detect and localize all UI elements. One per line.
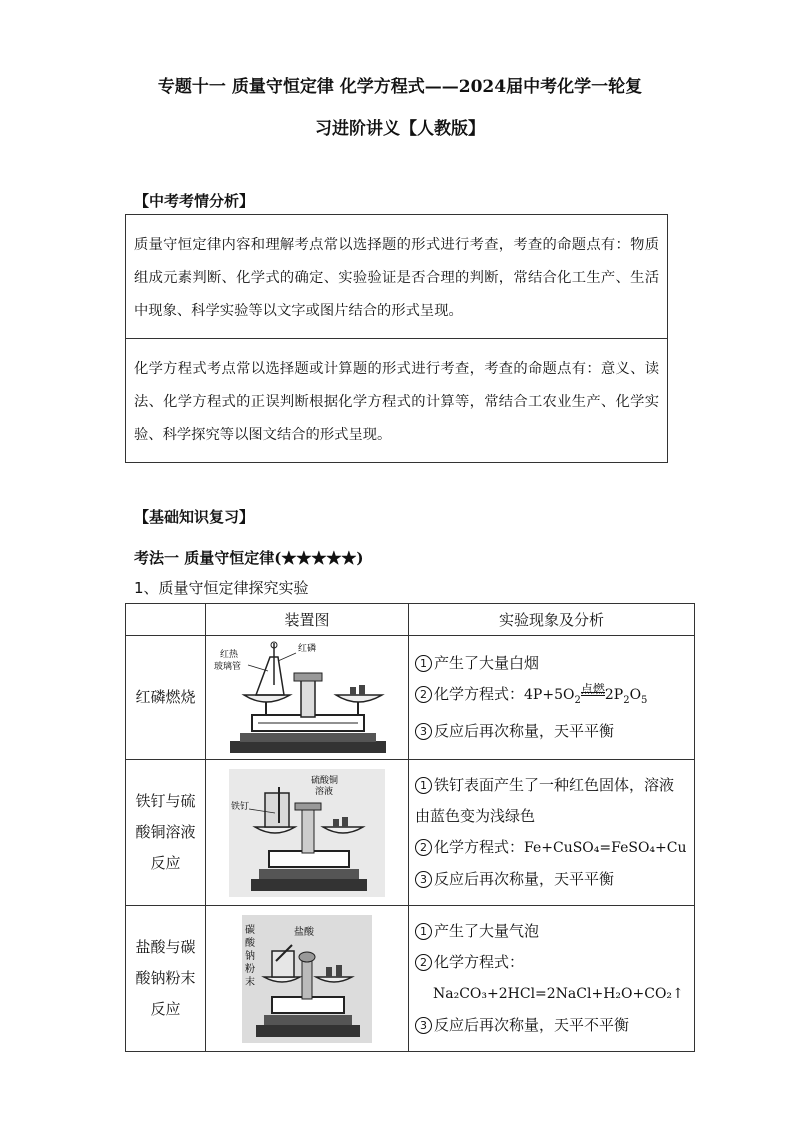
table-header-row xyxy=(126,604,695,636)
circled-number: 1 xyxy=(415,777,432,794)
circled-number: 2 xyxy=(415,686,432,703)
circled-number: 1 xyxy=(415,655,432,672)
label-copper-sulfate-1: 硫酸铜 xyxy=(311,775,339,786)
label-sodium-carbonate-2: 酸 xyxy=(245,937,255,949)
table-row xyxy=(126,760,695,906)
analysis-line xyxy=(415,716,688,747)
label-sodium-carbonate-3: 钠 xyxy=(245,950,255,962)
conclusion-text: 反应后再次称量，天平平衡 xyxy=(434,870,615,888)
analysis-cell xyxy=(409,636,695,760)
label-sodium-carbonate-4: 粉 xyxy=(245,963,255,975)
analysis-line xyxy=(415,770,688,801)
iron-nail-copper-sulfate-illustration xyxy=(229,769,385,897)
basic-review-heading: 【基础知识复习】 xyxy=(134,508,255,526)
conclusion-text: 反应后再次称量，天平平衡 xyxy=(434,721,615,740)
label-hot-tube-1: 红热 xyxy=(220,649,239,660)
red-phosphorus-balance-illustration xyxy=(212,639,402,757)
analysis-cell xyxy=(409,906,695,1052)
phenomenon-text: 产生了大量气泡 xyxy=(434,922,540,940)
header-apparatus: 装置图 xyxy=(206,604,409,636)
analysis-line xyxy=(415,679,688,716)
apparatus-cell xyxy=(206,636,409,760)
analysis-line xyxy=(415,832,688,864)
experiment-name: 红磷燃烧 xyxy=(126,636,206,760)
table-row xyxy=(126,636,695,760)
header-name xyxy=(126,604,206,636)
label-sodium-carbonate-5: 末 xyxy=(245,976,255,988)
experiment-table xyxy=(125,603,695,1052)
equation-prefix: 化学方程式： xyxy=(434,685,525,704)
experiment-subtitle: 1、质量守恒定律探究实验 xyxy=(134,579,309,597)
header-analysis: 实验现象及分析 xyxy=(409,604,695,636)
circled-number: 2 xyxy=(415,839,432,856)
label-red-phosphorus: 红磷 xyxy=(298,643,317,654)
hydrochloric-acid-sodium-carbonate-illustration xyxy=(242,915,372,1043)
title-line-1: 专题十一 质量守恒定律 化学方程式——2024届中考化学一轮复 xyxy=(157,77,643,97)
chemical-equation: Na₂CO₃+2HCl=2NaCl+H₂O+CO₂↑ xyxy=(433,986,684,1002)
phenomenon-text: 铁钉表面产生了一种红色固体，溶液 xyxy=(434,776,675,794)
analysis-paragraph-2: 化学方程式考点常以选择题或计算题的形式进行考查，考查的命题点有：意义、读法、化学方程式的正误判断根据化学方程式的计算等，常结合工农业生产、化学实验、科学探究等以图文结合的形式呈现。 xyxy=(126,338,667,462)
equation-prefix: 化学方程式： xyxy=(434,953,525,971)
chemical-equation: Fe+CuSO₄=FeSO₄+Cu xyxy=(524,840,687,856)
chemical-equation: $4P+5O_2$点燃 $2P_2O_5$ xyxy=(524,687,647,703)
label-iron-nail: 铁钉 xyxy=(231,801,250,812)
experiment-name: 盐酸与碳 酸钠粉末 反应 xyxy=(126,906,206,1052)
circled-number: 3 xyxy=(415,1017,432,1034)
analysis-line xyxy=(415,1010,688,1041)
label-hot-tube-2: 玻璃管 xyxy=(214,661,242,672)
exam-analysis-box xyxy=(125,214,668,463)
exam-analysis-heading: 【中考考情分析】 xyxy=(134,192,255,210)
circled-number: 3 xyxy=(415,871,432,888)
analysis-line xyxy=(415,801,688,832)
phenomenon-text: 产生了大量白烟 xyxy=(434,654,540,673)
method-title: 考法一 质量守恒定律(★★★★★) xyxy=(134,549,364,567)
analysis-line xyxy=(415,947,688,978)
analysis-line xyxy=(415,978,688,1010)
circled-number: 1 xyxy=(415,923,432,940)
conclusion-text: 反应后再次称量，天平不平衡 xyxy=(434,1016,630,1034)
analysis-line xyxy=(415,916,688,947)
experiment-name: 铁钉与硫 酸铜溶液 反应 xyxy=(126,760,206,906)
analysis-cell xyxy=(409,760,695,906)
document-title xyxy=(120,66,680,150)
analysis-line xyxy=(415,648,688,679)
title-line-2: 习进阶讲义【人教版】 xyxy=(315,119,485,139)
label-copper-sulfate-2: 溶液 xyxy=(315,786,334,797)
table-row xyxy=(126,906,695,1052)
analysis-line xyxy=(415,864,688,895)
circled-number: 3 xyxy=(415,723,432,740)
apparatus-cell xyxy=(206,906,409,1052)
label-hydrochloric-acid: 盐酸 xyxy=(294,926,314,938)
equation-prefix: 化学方程式： xyxy=(434,838,525,856)
reaction-condition: 点燃 xyxy=(580,682,605,697)
analysis-paragraph-1: 质量守恒定律内容和理解考点常以选择题的形式进行考查，考查的命题点有：物质组成元素判断、化学式的确定、实验验证是否合理的判断，常结合化工生产、生活中现象、科学实验等以文字或图片结合的形式呈现。 xyxy=(134,237,659,319)
label-sodium-carbonate-1: 碳 xyxy=(245,924,255,936)
circled-number: 2 xyxy=(415,954,432,971)
phenomenon-text-cont: 由蓝色变为浅绿色 xyxy=(415,807,536,825)
apparatus-cell xyxy=(206,760,409,906)
